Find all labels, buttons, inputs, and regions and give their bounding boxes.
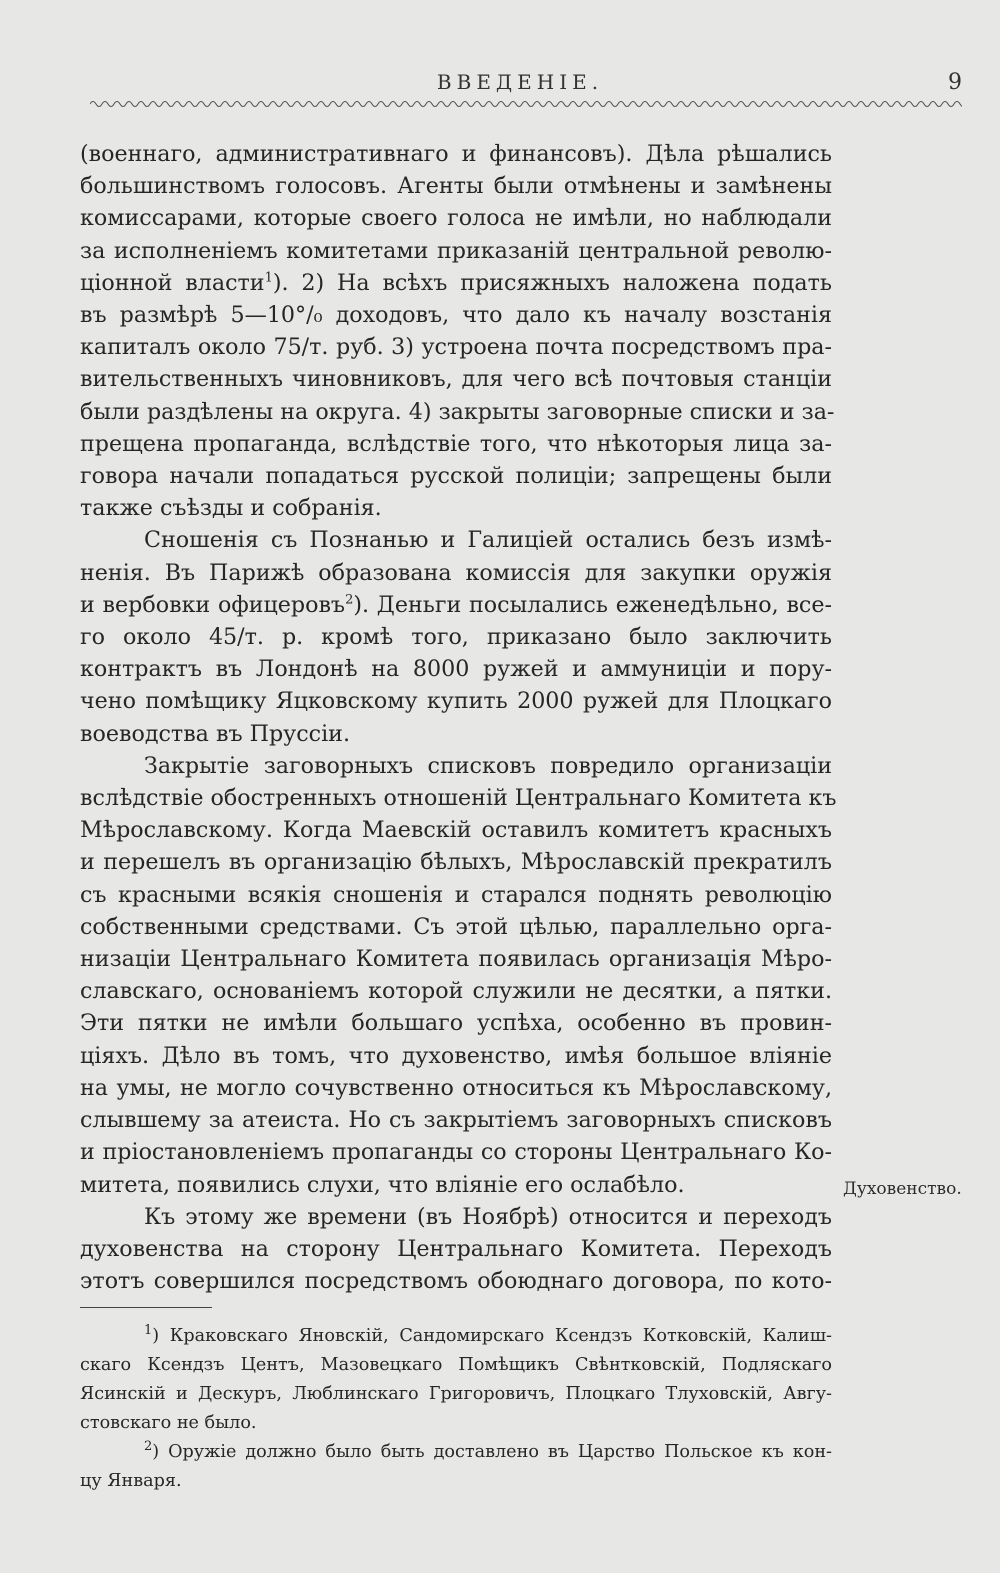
text-line: за исполненіемъ комитетами приказаній центральной револю- [80, 237, 832, 264]
text-line: Закрытіе заговорныхъ списковъ повредило организаціи [144, 752, 832, 779]
text-line: ціяхъ. Дѣло въ томъ, что духовенство, имѣя большое вліяніе [80, 1042, 832, 1069]
text-line: ненія. Въ Парижѣ образована комиссія для закупки оружія [80, 559, 832, 586]
footnote-line: Ясинскій и Дескуръ, Люблинскаго Григоровичъ, Плоцкаго Тлуховскій, Авгу- [80, 1384, 832, 1404]
footnote-1 [80, 1322, 832, 1438]
text-line: собственными средствами. Съ этой цѣлью, параллельно орга- [80, 913, 832, 940]
footnote-line: стовскаго не было. [80, 1413, 257, 1433]
text-fragment: ). Деньги посылались еженедѣльно, все- [353, 591, 832, 618]
page-number: 9 [948, 70, 962, 95]
text-line: митета, появились слухи, что вліяніе его ослабѣло. [80, 1171, 685, 1198]
text-fragment: ). 2) На всѣхъ присяжныхъ наложена подать [272, 269, 832, 296]
text-fragment: ціонной власти [80, 269, 265, 296]
wavy-rule-divider [90, 98, 962, 110]
text-line: слывшему за атеиста. Но съ закрытіемъ заговорныхъ списковъ [80, 1107, 832, 1134]
text-line: Сношенія съ Познанью и Галиціей остались безъ измѣ- [144, 527, 832, 554]
running-title: ВВЕДЕНІЕ. [436, 70, 604, 94]
text-line: на умы, не могло сочувственно относиться къ Мѣрославскому, [80, 1074, 832, 1101]
text-line: воеводства въ Пруссіи. [80, 720, 351, 747]
footnote-mark: 2 [144, 1439, 153, 1455]
text-line: духовенства на сторону Центральнаго Комитета. Переходъ [80, 1235, 832, 1262]
text-line: капиталъ около 75/т. руб. 3) устроена почта посредствомъ пра- [80, 334, 832, 361]
footnotes [80, 1322, 832, 1496]
text-line: го около 45/т. р. кромѣ того, приказано было заключить [80, 624, 832, 651]
text-line: и перешелъ въ организацію бѣлыхъ, Мѣрославскій прекратилъ [80, 849, 832, 876]
paragraph-2 [80, 524, 832, 749]
text-line: комиссарами, которые своего голоса не имѣли, но наблюдали [80, 205, 832, 232]
footnote-divider [80, 1307, 212, 1308]
text-line: прещена пропаганда, вслѣдствіе того, что нѣкоторыя лица за- [80, 430, 832, 457]
paragraph-4 [80, 1201, 832, 1298]
text-line: говора начали попадаться русской полиціи; запрещены были [80, 463, 832, 490]
text-line: чено помѣщику Яцковскому купить 2000 ружей для Плоцкаго [80, 688, 832, 715]
text-fragment: ) Краковскаго Яновскій, Сандомирскаго Ксендзъ Котковскій, Калиш- [152, 1326, 832, 1346]
text-line: низаціи Центральнаго Комитета появилась организація Мѣро- [80, 946, 832, 973]
text-line: въ размѣрѣ 5—10°/₀ доходовъ, что дало къ началу возстанія [80, 302, 832, 329]
footnote-line [80, 1322, 832, 1351]
text-line: съ красными всякія сношенія и старался поднять революцію [80, 881, 832, 908]
text-line: вительственныхъ чиновниковъ, для чего всѣ почтовыя станціи [80, 366, 832, 393]
footnote-line [80, 1438, 832, 1467]
text-line: и пріостановленіемъ пропаганды со стороны Центральнаго Ко- [80, 1139, 832, 1166]
text-line: славскаго, основаніемъ которой служили не десятки, а пятки. [80, 978, 832, 1005]
text-line: этотъ совершился посредствомъ обоюднаго договора, по кото- [80, 1268, 832, 1295]
main-text [80, 138, 837, 1297]
paragraph-1 [80, 138, 835, 524]
text-line: Мѣрославскому. Когда Маевскій оставилъ комитетъ красныхъ [80, 817, 832, 844]
footnote-line: цу Января. [80, 1471, 182, 1491]
text-line: вслѣдствіе обостренныхъ отношеній Центральнаго Комитета къ [80, 785, 837, 812]
margin-note: Духовенство. [843, 1179, 962, 1199]
footnote-2 [80, 1438, 832, 1496]
paragraph-3 [80, 750, 837, 1201]
footnote-mark: 1 [144, 1323, 153, 1339]
footnote-mark: 2 [345, 592, 354, 608]
text-line [80, 267, 832, 299]
text-line: контрактъ въ Лондонѣ на 8000 ружей и аммуниціи и пору- [80, 656, 832, 683]
footnote-line: скаго Ксендзъ Центъ, Мазовецкаго Помѣщикъ Свѣнтковскій, Подляскаго [80, 1355, 832, 1375]
text-fragment: ) Оружіе должно было быть доставлено въ Царство Польское къ кон- [152, 1442, 832, 1462]
text-fragment: и вербовки офицеровъ [80, 591, 346, 618]
text-line: Эти пятки не имѣли большаго успѣха, особенно въ провин- [80, 1010, 832, 1037]
text-line: (военнаго, административнаго и финансовъ). Дѣла рѣшались [80, 141, 832, 167]
text-line: также съѣзды и собранія. [80, 495, 382, 522]
text-line: Къ этому же времени (въ Ноябрѣ) относится и переходъ [144, 1203, 832, 1230]
text-line [80, 589, 832, 621]
footnote-mark: 1 [264, 270, 273, 286]
text-line: большинствомъ голосовъ. Агенты были отмѣнены и замѣнены [80, 173, 832, 200]
text-line: были раздѣлены на округа. 4) закрыты заговорные списки и за- [80, 398, 835, 425]
